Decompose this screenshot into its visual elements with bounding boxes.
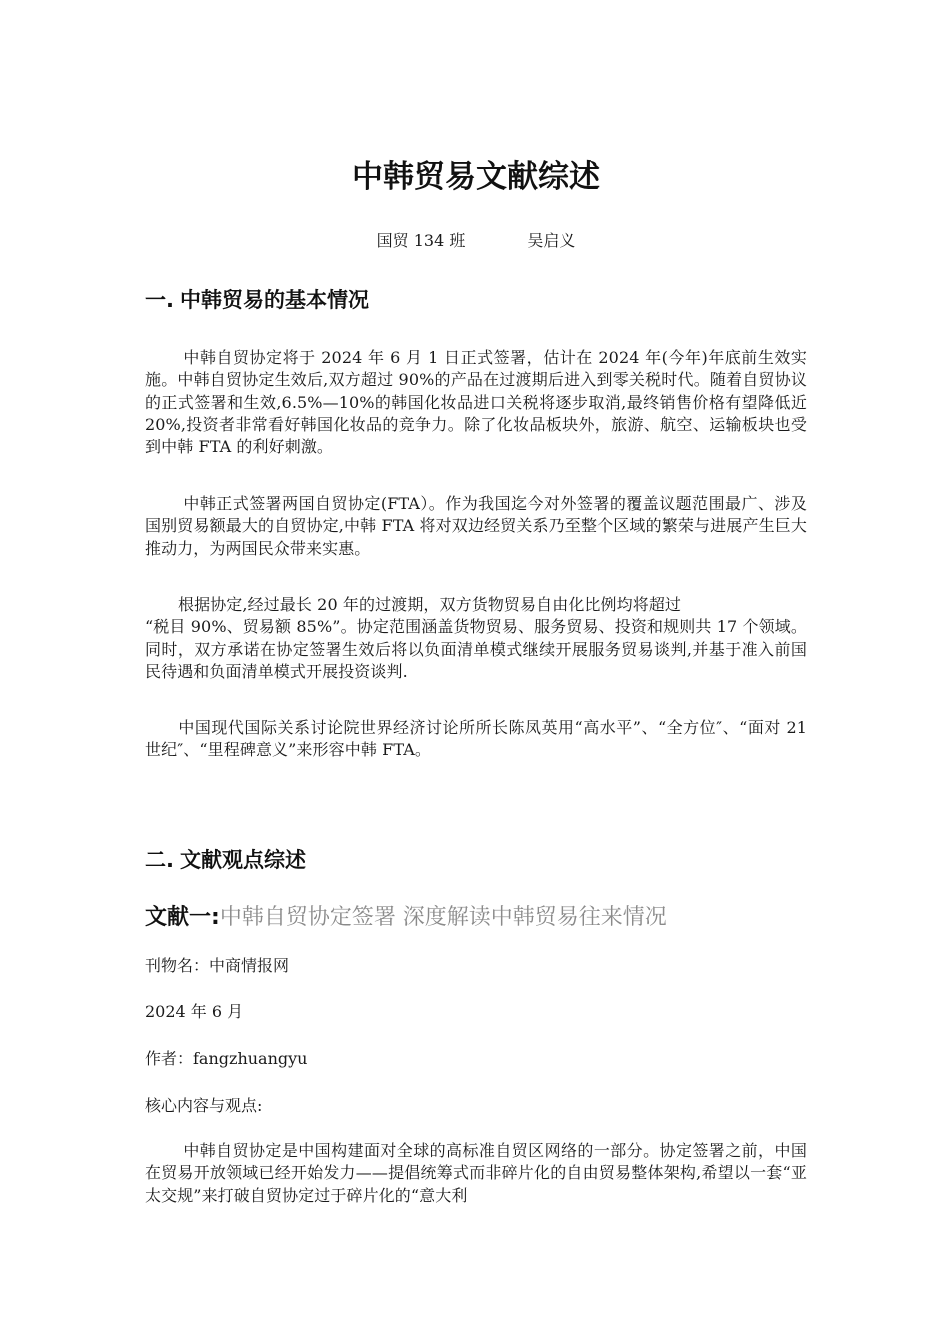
section2-heading	[145, 845, 306, 875]
p1-text-a: 中韩自贸协定将于 2024 年 6 月 1 日正式签署，估计在 2024 年(今年)年底前生效实施。中韩自贸协定生效后,双方超过 90%的产品在过渡期后进入到零关税时代。随着自贸协议的正式签署和生效,6.5%—10%的韩国	[145, 348, 807, 412]
p1-text-g: 、航空、	[643, 414, 710, 434]
literature-1-date: 2024 年 6 月	[145, 1002, 244, 1021]
literature-1-core-label: 核心内容与观点:	[145, 1096, 263, 1115]
p1-link-investment: 投资	[186, 414, 219, 434]
lit1-body-text: 中韩自贸协定是中国构建面对全球的高标准自贸区网络的一部分。协定签署之前，中国在贸易开放领域已经开始发力——提倡统筹式而非碎片化的自由贸易整体架构,希望以一套“亚太交规”来打破自贸协定过于碎片化的“意大利	[145, 1141, 807, 1205]
section1-heading	[145, 285, 369, 315]
byline	[145, 229, 807, 253]
section2-number: 二.	[145, 848, 174, 872]
byline-author: 吴启义	[527, 231, 576, 250]
p1-link-cosmetics: 化妆品	[424, 392, 474, 412]
p2-text: 中韩正式签署两国自贸协定(FTA）。作为我国迄今对外签署的覆盖议题范围最广、涉及国别贸易额最大的自贸协定,中韩 FTA 将对双边经贸关系乃至整个区域的繁荣与进展产生巨大推动力，为两国民众带来实惠。	[145, 494, 807, 558]
document-title: 中韩贸易文献综述	[352, 159, 600, 195]
p1-text-i: 板块也受到中韩 FTA 的利好刺激。	[145, 414, 807, 457]
section1-number: 一.	[145, 288, 174, 312]
literature-1-name: 中韩自贸协定签署 深度解读中韩贸易往来情况	[219, 905, 667, 930]
byline-class: 国贸 134 班	[376, 231, 466, 250]
p4-text: 中国现代国际关系讨论院世界经济讨论所所长陈凤英用“高水平”、“全方位″、“面对 21 世纪″、“里程碑意义”来形容中韩 FTA。	[145, 718, 807, 760]
section1-title: 中韩贸易的基本情况	[179, 288, 369, 312]
section1-paragraph-1	[145, 347, 807, 458]
p1-text-c: 进口关税将逐步取消,最终销售价格有望降低近 20%,	[145, 392, 807, 434]
literature-1-label: 文献一:	[145, 905, 220, 930]
section1-paragraph-3	[145, 594, 807, 683]
literature-1-journal: 刊物名：中商情报网	[145, 956, 290, 975]
section1-paragraph-2	[145, 493, 807, 560]
literature-1-body	[145, 1140, 807, 1207]
p1-link-tourism: 旅游	[611, 414, 644, 434]
section1-paragraph-4	[145, 717, 807, 762]
literature-1-author: 作者：fangzhuangyu	[145, 1049, 308, 1068]
p1-text-e: 者非常看好韩国化妆品的竞争力。除了化妆品板块外，	[218, 414, 612, 434]
p3-first-line: 根据协定,经过最长 20 年的过渡期，双方货物贸易自由化比例均将超过	[178, 595, 682, 614]
literature-1-title	[145, 902, 667, 934]
p3-rest: “税目 90%、贸易额 85%”。协定范围涵盖货物贸易、服务贸易、投资和规则共 17 个领域。同时，双方承诺在协定签署生效后将以负面清单模式继续开展服务贸易谈判,并基于准入前国民待遇和负面清单模式开展投资谈判.	[145, 617, 807, 681]
p1-link-transport: 运输	[709, 414, 742, 434]
section2-title: 文献观点综述	[179, 848, 306, 872]
